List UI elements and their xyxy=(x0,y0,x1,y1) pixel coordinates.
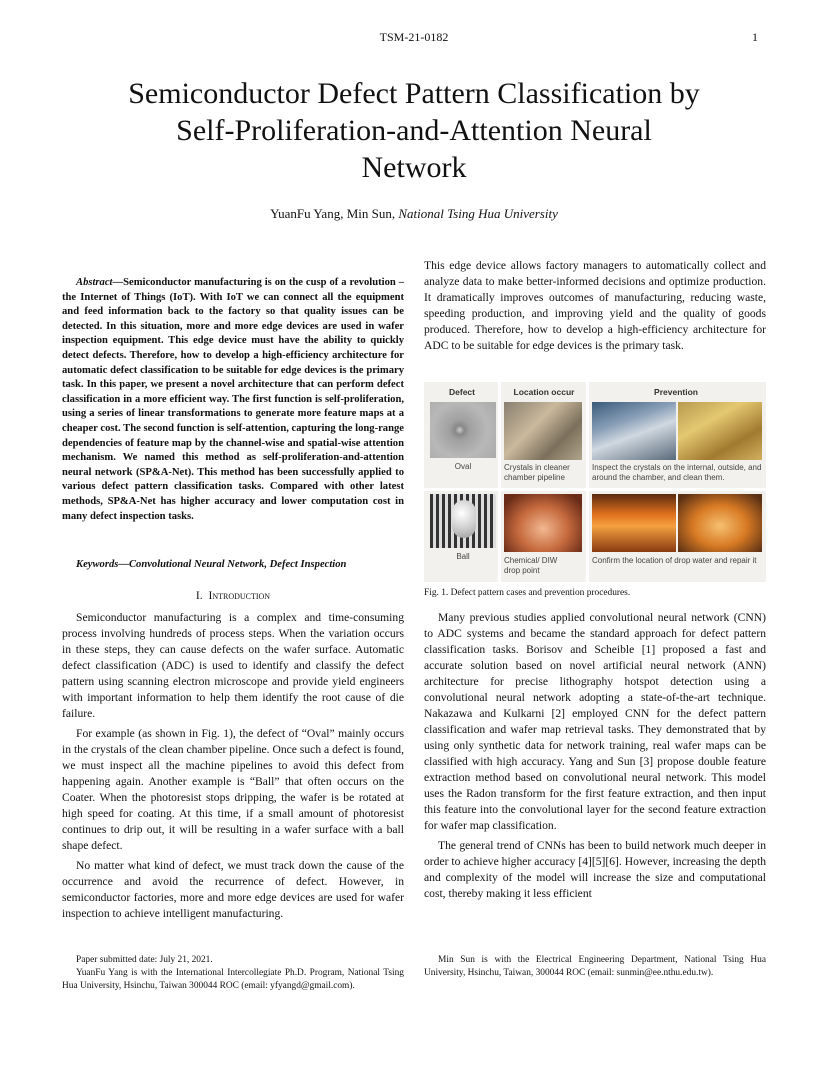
chamber-pipeline-image xyxy=(504,402,582,460)
paragraph: The general trend of CNNs has been to build network much deeper in order to achieve higher accuracy [4][5][6]. However, increasing the depth and complexity of the model will increase the size and computational cost, thereby making it less efficient xyxy=(424,839,766,900)
repair-image-1 xyxy=(592,494,676,552)
ball-defect-image xyxy=(430,494,496,548)
paper-title xyxy=(90,75,738,186)
figure-header-prevention: Prevention xyxy=(654,387,698,397)
right-body xyxy=(424,610,766,902)
prevention-ball: Confirm the location of drop water and repair it xyxy=(592,556,757,565)
authors xyxy=(0,206,828,222)
defect-label-oval: Oval xyxy=(454,462,472,471)
oval-defect-image xyxy=(430,402,496,458)
footnotes-left xyxy=(62,954,404,993)
defect-label-ball: Ball xyxy=(456,552,470,561)
title-line: Network xyxy=(361,151,467,184)
paragraph: Many previous studies applied convolutional neural network (CNN) to ADC systems and became the standard approach for defect pattern classification tasks. Borisov and Scheible [1] proposed a fast and accurate solution based on novel artificial neural network (ANN) architecture for precise lithography hotspot detection using a convolutional neural network adopting a state-of-the-art technique. Nakazawa and Kulkarni [2] employed CNN for the defect pattern classification and wafer map retrieval tasks. They demonstrated that by using only synthetic data for network training, real wafer maps can be classified with high accuracy. Yang and Sun [3] propose double feature extraction method based on convolutional neural network. This model uses the Radon transform for the first feature extraction, and then input this feature into the convolutional layer for the second feature extraction for wafer map classification. xyxy=(424,611,766,832)
author-affiliation: National Tsing Hua University xyxy=(398,206,558,221)
footnote: Paper submitted date: July 21, 2021. xyxy=(76,955,213,965)
figure-header-defect: Defect xyxy=(449,387,475,397)
repair-image-2 xyxy=(678,494,762,552)
section-title: Introduction xyxy=(208,589,271,602)
location-ball: Chemical/ DIW drop point xyxy=(504,556,558,575)
section-number: I. xyxy=(195,589,203,602)
prevention-oval: Inspect the crystals on the internal, outside, and around the chamber, and clean them. xyxy=(592,463,762,482)
paragraph: For example (as shown in Fig. 1), the defect of “Oval” mainly occurs in the crystals of the clean chamber pipeline. Once such a defect is found, we must inspect all the machine pipelines to avoid this defect from happening again. Another example is “Ball” that often occurs on the Coater. When the photoresist stops dripping, the wafer is be rotated at high speed for coating. At this time, if a small amount of photoresist continues to drip out, it will be resulting in a wafer surface with a ball shape defect. xyxy=(62,727,404,852)
footnote: YuanFu Yang is with the International Intercollegiate Ph.D. Program, National Tsing Hua University, Hsinchu, Taiwan 300044 ROC (email: yfyangd@gmail.com). xyxy=(62,968,404,991)
figure-header-location: Location occur xyxy=(513,387,575,397)
inspection-image-1 xyxy=(592,402,676,460)
keywords: Keywords—Convolutional Neural Network, Defect Inspection xyxy=(76,559,347,570)
abstract-text: —Semiconductor manufacturing is on the cusp of a revolution – the Internet of Things (IoT). With IoT we can connect all the equipment and feed information back to the factory so that quality issues can be detected. In this situation, more and more edge devices are used in wafer inspection equipment. This edge device must have the ability to quickly detect defects. Therefore, how to develop a high-efficiency architecture for automatic defect classification to be suitable for edge devices is the primary task. In this paper, we present a novel architecture that can perform defect classification in a more efficient way. The first function is self-proliferation, using a series of linear transformations to generate more feature maps at a cheaper cost. The second function is self-attention, capturing the long-range dependencies of feature map by the channel-wise and spatial-wise attention mechanism. We named this method as self-proliferation-and-attention neural network (SP&A-Net). This method has been successfully applied to various defect pattern classification tasks. Compared with other latest methods, SP&A-Net has higher accuracy and lower computation cost in many defect inspection tasks. xyxy=(62,277,404,522)
location-oval: Crystals in cleaner chamber pipeline xyxy=(504,463,570,482)
page-number: 1 xyxy=(752,30,758,44)
abstract xyxy=(62,276,404,524)
right-intro xyxy=(424,258,766,354)
title-line: Self-Proliferation-and-Attention Neural xyxy=(176,114,652,147)
inspection-image-2 xyxy=(678,402,762,460)
figure-1 xyxy=(424,382,766,582)
paragraph: Semiconductor manufacturing is a complex and time-consuming process involving hundreds of process steps. When the variation occurs in these steps, they can cause defects on the wafer surface. Automatic defect classification (ADC) is used to identify and classify the defect pattern using scanning electron microscope and provide yield engineers with important information to help them identify the root cause of die failure. xyxy=(62,611,404,720)
drop-point-image xyxy=(504,494,582,552)
running-header: TSM-21-0182 xyxy=(379,30,449,44)
title-line: Semiconductor Defect Pattern Classification by xyxy=(128,77,700,110)
figure-caption: Fig. 1. Defect pattern cases and prevention procedures. xyxy=(424,588,631,598)
footnotes-right xyxy=(424,954,766,980)
section-heading xyxy=(62,589,404,602)
paragraph: This edge device allows factory managers to automatically collect and analyze data to make better-informed decisions and optimize production. It dramatically improves outcomes of manufacturing, reducing waste, speeding production, and improving yield and the quality of goods produced. Therefore, how to develop a high-efficiency architecture for ADC to be suitable for edge devices is the primary task. xyxy=(424,259,766,352)
left-body xyxy=(62,610,404,922)
abstract-label: Abstract xyxy=(76,277,113,288)
paragraph: No matter what kind of defect, we must track down the cause of the occurrence and avoid the recurrence of defect. However, in semiconductor factories, more and more edge devices are used for wafer inspection to achieve intelligent manufacturing. xyxy=(62,859,404,920)
footnote: Min Sun is with the Electrical Engineering Department, National Tsing Hua University, Hsinchu, Taiwan, 300044 ROC (email: sunmin@ee.nthu.edu.tw). xyxy=(424,955,766,978)
author-names: YuanFu Yang, Min Sun, xyxy=(270,206,399,221)
